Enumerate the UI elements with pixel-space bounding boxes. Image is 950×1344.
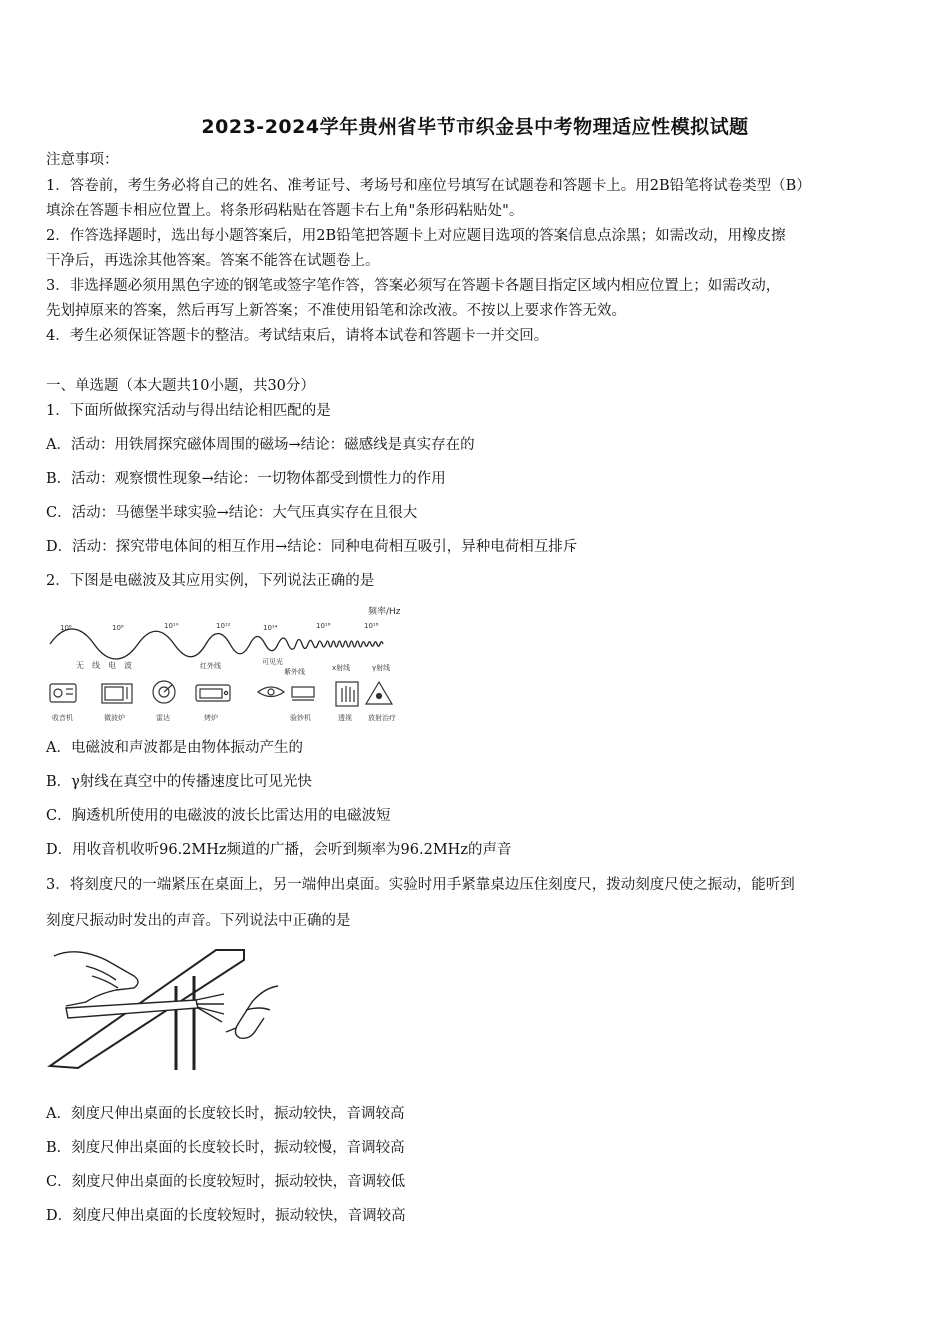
option-d: D．活动：探究带电体间的相互作用→结论：同种电荷相互吸引，异种电荷相互排斥	[46, 539, 578, 555]
device-label: 放射治疗	[368, 714, 396, 722]
device-label: 雷达	[156, 714, 170, 722]
notice-line: 2．作答选择题时，选出每小题答案后，用2B铅笔把答题卡上对应题目选项的答案信息点涂黑；如需改动，用橡皮擦	[46, 228, 786, 244]
freq-exponent: 10¹⁸	[364, 622, 379, 630]
option-d: D．刻度尺伸出桌面的长度较短时，振动较快，音调较高	[46, 1208, 406, 1224]
money-detector-icon	[292, 687, 314, 700]
radiation-icon	[366, 682, 392, 704]
hand-left-icon	[54, 952, 138, 1006]
wave-line	[50, 629, 383, 659]
ruler-experiment-figure	[46, 946, 286, 1072]
microwave-icon	[102, 684, 132, 703]
band-label: 可见光	[262, 658, 283, 666]
notice-line: 干净后，再选涂其他答案。答案不能答在试题卷上。	[46, 253, 380, 269]
notice-line: 1．答卷前，考生务必将自己的姓名、准考证号、考场号和座位号填写在试题卷和答题卡上。用2B铅笔将试卷类型（B）	[46, 178, 811, 194]
page-title: 2023-2024学年贵州省毕节市织金县中考物理适应性模拟试题	[201, 116, 749, 138]
question-stem: 3．将刻度尺的一端紧压在桌面上，另一端伸出桌面。实验时用手紧靠桌边压住刻度尺，拨动刻度尺使之振动，能听到	[46, 877, 795, 893]
option-d: D．用收音机收听96.2MHz频道的广播，会听到频率为96.2MHz的声音	[46, 842, 512, 858]
band-label: 无 线 电 波	[76, 661, 132, 670]
hand-right-icon	[226, 986, 278, 1038]
oven-icon	[196, 685, 230, 701]
device-label: 透视	[338, 714, 352, 722]
option-b: B．活动：观察惯性现象→结论：一切物体都受到惯性力的作用	[46, 471, 446, 487]
option-c: C．活动：马德堡半球实验→结论：大气压真实存在且很大	[46, 505, 418, 521]
freq-exponent: 10⁸	[112, 624, 124, 632]
eye-icon	[258, 687, 284, 697]
device-label: 验钞机	[290, 714, 311, 722]
notice-line: 先划掉原来的答案，然后再写上新答案；不准使用铅笔和涂改液。不按以上要求作答无效。	[46, 303, 626, 319]
option-a: A．活动：用铁屑探究磁体周围的磁场→结论：磁感线是真实存在的	[46, 437, 475, 453]
question-stem: 刻度尺振动时发出的声音。下列说法中正确的是	[46, 913, 351, 929]
device-label: 微波炉	[104, 714, 125, 722]
freq-exponent: 10¹⁴	[263, 624, 278, 632]
notice-header: 注意事项：	[46, 152, 119, 168]
notice-line: 4．考生必须保证答题卡的整洁。考试结束后，请将本试卷和答题卡一并交回。	[46, 328, 549, 344]
em-spectrum-figure	[46, 602, 416, 724]
notice-line: 3．非选择题必须用黑色字迹的钢笔或签字笔作答，答案必须写在答题卡各题目指定区域内相应位置上；如需改动，	[46, 278, 781, 294]
option-b: B．γ射线在真空中的传播速度比可见光快	[46, 774, 312, 790]
freq-exponent: 10¹²	[216, 622, 231, 630]
freq-exponent: 10⁶	[60, 624, 72, 632]
option-b: B．刻度尺伸出桌面的长度较长时，振动较慢，音调较高	[46, 1140, 405, 1156]
option-c: C．刻度尺伸出桌面的长度较短时，振动较快，音调较低	[46, 1174, 406, 1190]
band-label: 紫外线	[284, 668, 305, 676]
section-header: 一、单选题（本大题共10小题，共30分）	[46, 378, 315, 394]
freq-axis-label: 频率/Hz	[368, 607, 401, 617]
question-stem: 1．下面所做探究活动与得出结论相匹配的是	[46, 403, 331, 419]
freq-exponent: 10¹⁶	[316, 622, 331, 630]
band-label: x射线	[332, 664, 351, 672]
device-label: 收音机	[52, 714, 73, 722]
question-stem: 2．下图是电磁波及其应用实例，下列说法正确的是	[46, 573, 375, 589]
option-a: A．电磁波和声波都是由物体振动产生的	[46, 740, 303, 756]
band-label: γ射线	[372, 664, 391, 672]
device-label: 烤炉	[204, 714, 218, 722]
xray-hand-icon	[336, 682, 358, 706]
notice-line: 填涂在答题卡相应位置上。将条形码粘贴在答题卡右上角"条形码粘贴处"。	[46, 203, 524, 219]
band-label: 红外线	[200, 662, 221, 670]
radar-icon	[153, 681, 175, 703]
option-a: A．刻度尺伸出桌面的长度较长时，振动较快，音调较高	[46, 1106, 405, 1122]
option-c: C．胸透机所使用的电磁波的波长比雷达用的电磁波短	[46, 808, 391, 824]
radio-icon	[50, 684, 76, 702]
freq-exponent: 10¹⁰	[164, 622, 179, 630]
